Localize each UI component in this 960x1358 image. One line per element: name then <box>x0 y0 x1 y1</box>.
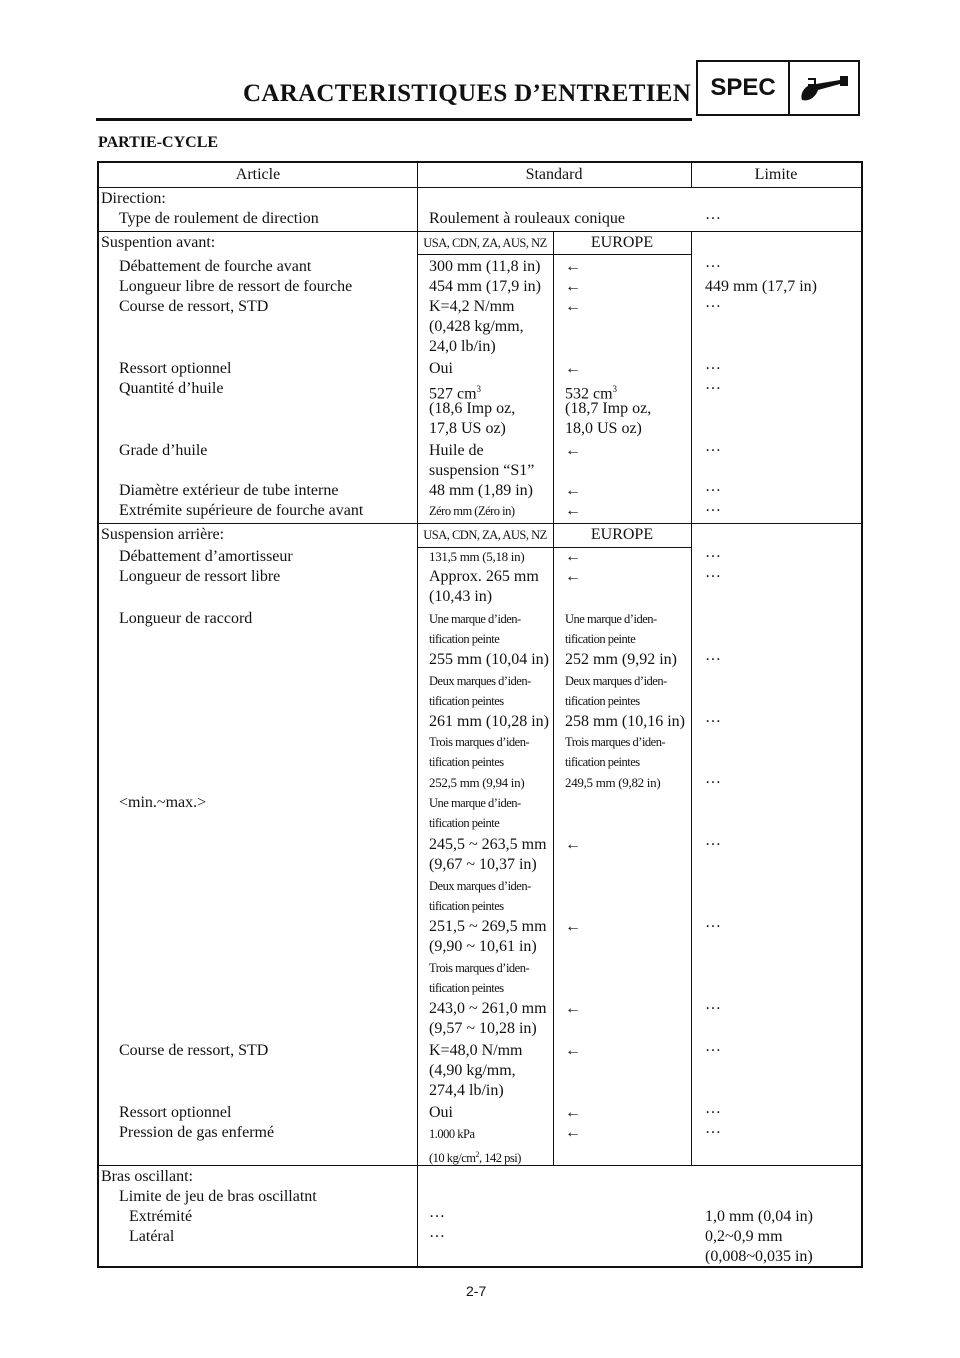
col-divider-2-front <box>553 232 554 524</box>
front-top-end-limit: … <box>705 498 721 515</box>
front-travel-eu: ← <box>565 258 581 275</box>
section-title: PARTIE-CYCLE <box>98 134 219 151</box>
swingarm-side-label: Latéral <box>129 1228 175 1245</box>
rear-mark2-std-val: 261 mm (10,28 in) <box>429 713 549 730</box>
front-oil-grade-label: Grade d’huile <box>119 442 208 459</box>
rear-mark1-eu-1: Une marque d’iden- <box>565 612 657 626</box>
rear-rate-limit: … <box>705 1038 721 1055</box>
front-oil-eu-2: (18,7 Imp oz, <box>565 400 652 417</box>
rear-mm2-std-1: Deux marques d’iden- <box>429 879 531 893</box>
rear-mark2-std-2: tification peintes <box>429 694 504 708</box>
cubic-sup: 3 <box>476 384 482 394</box>
front-grade-eu: ← <box>565 442 581 459</box>
rear-mm2-std-v1: 251,5 ~ 269,5 mm <box>429 918 547 935</box>
rear-mm1-std-1: Une marque d’iden- <box>429 796 521 810</box>
rear-gas-label: Pression de gas enfermé <box>119 1124 275 1141</box>
rear-rate-std-3: 274,4 lb/in) <box>429 1082 504 1099</box>
rear-free-std-1: Approx. 265 mm <box>429 568 539 585</box>
cubic-sup: 3 <box>612 384 618 394</box>
front-free-length-eu: ← <box>565 278 581 295</box>
swingarm-end-label: Extrémité <box>129 1208 193 1225</box>
front-rate-limit: … <box>705 294 721 311</box>
front-free-length-label: Longueur libre de ressort de fourche <box>119 278 353 295</box>
rear-mark2-eu-1: Deux marques d’iden- <box>565 674 667 688</box>
rear-mark2-eu-2: tification peintes <box>565 694 640 708</box>
row-divider-header <box>99 187 861 188</box>
rear-rate-eu: ← <box>565 1042 581 1059</box>
rear-mark1-std-val: 255 mm (10,04 in) <box>429 651 549 668</box>
rear-mm3-std-2: tification peintes <box>429 981 504 995</box>
front-grade-std-1: Huile de <box>429 442 484 459</box>
col-divider-2-rear <box>553 524 554 1166</box>
front-tube-dia-label: Diamètre extérieur de tube interne <box>119 482 339 499</box>
rear-gas-std-1: 1.000 kPa <box>429 1127 475 1141</box>
front-rate-label: Course de ressort, STD <box>119 298 269 315</box>
direction-title: Direction: <box>101 190 166 207</box>
rear-installed-label: Longueur de raccord <box>119 610 253 627</box>
front-rate-std-1: K=4,2 N/mm <box>429 298 515 315</box>
front-tube-dia-std: 48 mm (1,89 in) <box>429 482 533 499</box>
rear-mark3-eu-val: 249,5 mm (9,82 in) <box>565 775 661 790</box>
spec-table <box>97 161 863 1268</box>
swingarm-end-std: … <box>429 1204 445 1221</box>
rear-mark3-limit: … <box>705 770 721 787</box>
front-travel-limit: … <box>705 254 721 271</box>
rear-mark2-std-1: Deux marques d’iden- <box>429 674 531 688</box>
rear-mark3-std-val: 252,5 mm (9,94 in) <box>429 775 525 790</box>
front-rate-std-2: (0,428 kg/mm, <box>429 318 524 335</box>
rear-rate-std-1: K=48,0 N/mm <box>429 1042 523 1059</box>
front-oil-limit: … <box>705 376 721 393</box>
rear-mark1-eu-val: 252 mm (9,92 in) <box>565 651 677 668</box>
front-optional-eu: ← <box>565 360 581 377</box>
front-oil-eu-1-value: 532 cm <box>565 385 613 403</box>
rear-gas-std-2 <box>429 1145 521 1168</box>
header-limit: Limite <box>754 166 798 183</box>
front-top-end-eu: ← <box>565 502 581 519</box>
rear-mm3-limit: … <box>705 996 721 1013</box>
rear-gas-std-2b: , 142 psi) <box>479 1151 521 1166</box>
front-optional-std: Oui <box>429 360 453 377</box>
page-title: CARACTERISTIQUES D’ENTRETIEN <box>243 80 692 107</box>
rear-gas-eu: ← <box>565 1124 581 1141</box>
front-free-length-limit: 449 mm (17,7 in) <box>705 278 817 295</box>
rear-mm3-std-v2: (9,57 ~ 10,28 in) <box>429 1020 537 1037</box>
rear-mark3-std-2: tification peintes <box>429 755 504 769</box>
rear-travel-label: Débattement d’amortisseur <box>119 548 293 565</box>
front-top-end-label: Extrémite supérieure de fourche avant <box>119 502 364 519</box>
front-col-a: USA, CDN, ZA, AUS, NZ <box>423 236 547 250</box>
rear-free-eu: ← <box>565 568 581 585</box>
front-grade-std-2: suspension “S1” <box>429 462 535 479</box>
squared-sup: 2 <box>475 1150 480 1159</box>
row-divider-direction <box>99 231 861 232</box>
direction-bearing-std: Roulement à rouleaux conique <box>429 210 625 227</box>
rear-mm1-std-v1: 245,5 ~ 263,5 mm <box>429 836 547 853</box>
rear-gas-std-2a: (10 kg/cm <box>429 1151 476 1166</box>
rear-free-std-2: (10,43 in) <box>429 588 493 605</box>
front-oil-std-3: 17,8 US oz) <box>429 420 506 437</box>
rear-mm3-std-v1: 243,0 ~ 261,0 mm <box>429 1000 547 1017</box>
rear-mm1-limit: … <box>705 832 721 849</box>
rear-mm1-eu: ← <box>565 836 581 853</box>
rear-mark1-std-1: Une marque d’iden- <box>429 612 521 626</box>
front-oil-qty-label: Quantité d’huile <box>119 380 224 397</box>
front-rate-eu: ← <box>565 298 581 315</box>
rear-col-a: USA, CDN, ZA, AUS, NZ <box>423 528 547 542</box>
row-divider-front <box>99 523 861 524</box>
rear-mm3-eu: ← <box>565 1000 581 1017</box>
spec-badge <box>696 60 860 116</box>
col-divider-1 <box>417 163 418 1266</box>
rear-title: Suspension arrière: <box>101 526 225 543</box>
rear-gas-limit: … <box>705 1120 721 1137</box>
rear-mm1-std-v2: (9,67 ~ 10,37 in) <box>429 856 537 873</box>
rear-mark2-limit: … <box>705 709 721 726</box>
front-top-end-std: Zéro mm (Zéro in) <box>429 504 515 518</box>
rear-mark3-eu-2: tification peintes <box>565 755 640 769</box>
header-standard: Standard <box>525 166 583 183</box>
rear-mm3-std-1: Trois marques d’iden- <box>429 961 530 975</box>
rear-optional-std: Oui <box>429 1104 453 1121</box>
swingarm-side-limit-2: (0,008~0,035 in) <box>705 1248 813 1265</box>
swingarm-title: Bras oscillant: <box>101 1168 193 1185</box>
rear-rate-label: Course de ressort, STD <box>119 1042 269 1059</box>
rear-mark3-std-1: Trois marques d’iden- <box>429 735 530 749</box>
front-free-length-std: 454 mm (17,9 in) <box>429 278 541 295</box>
rear-col-b: EUROPE <box>590 526 654 543</box>
rear-mark1-limit: … <box>705 647 721 664</box>
rear-mark3-eu-1: Trois marques d’iden- <box>565 735 666 749</box>
rear-free-length-label: Longueur de ressort libre <box>119 568 281 585</box>
front-oil-std-1-value: 527 cm <box>429 385 477 403</box>
col-divider-3-front <box>691 232 692 524</box>
rear-travel-limit: … <box>705 544 721 561</box>
title-rule <box>96 118 692 121</box>
swingarm-play-label: Limite de jeu de bras oscillatnt <box>119 1188 317 1205</box>
page-number: 2-7 <box>466 1283 487 1299</box>
front-oil-std-2: (18,6 Imp oz, <box>429 400 516 417</box>
direction-bearing-limit: … <box>705 206 721 223</box>
rear-mm2-eu: ← <box>565 918 581 935</box>
rear-mark2-eu-val: 258 mm (10,16 in) <box>565 713 685 730</box>
direction-bearing-label: Type de roulement de direction <box>119 210 319 227</box>
front-oil-eu-3: 18,0 US oz) <box>565 420 642 437</box>
row-divider-front-sub <box>417 254 691 255</box>
rear-travel-eu: ← <box>565 548 581 565</box>
front-tube-dia-limit: … <box>705 478 721 495</box>
rear-mm2-std-v2: (9,90 ~ 10,61 in) <box>429 938 537 955</box>
front-optional-label: Ressort optionnel <box>119 360 232 377</box>
rear-optional-eu: ← <box>565 1104 581 1121</box>
rear-rate-std-2: (4,90 kg/mm, <box>429 1062 516 1079</box>
front-col-b: EUROPE <box>590 234 654 251</box>
front-optional-limit: … <box>705 356 721 373</box>
front-grade-limit: … <box>705 438 721 455</box>
front-tube-dia-eu: ← <box>565 482 581 499</box>
spec-label: SPEC <box>698 62 790 114</box>
swingarm-end-limit: 1,0 mm (0,04 in) <box>705 1208 813 1225</box>
col-divider-3-rear <box>691 524 692 1166</box>
front-travel-label: Débattement de fourche avant <box>119 258 312 275</box>
rear-minmax-label: <min.~max.> <box>119 794 207 811</box>
rear-mm1-std-2: tification peinte <box>429 816 500 830</box>
front-title: Suspention avant: <box>101 234 216 251</box>
header-article: Article <box>235 166 281 183</box>
swingarm-side-limit-1: 0,2~0,9 mm <box>705 1228 783 1245</box>
rear-mm2-std-2: tification peintes <box>429 899 504 913</box>
rear-optional-label: Ressort optionnel <box>119 1104 232 1121</box>
rear-travel-std: 131,5 mm (5,18 in) <box>429 549 525 564</box>
rear-mark1-std-2: tification peinte <box>429 632 500 646</box>
front-rate-std-3: 24,0 lb/in) <box>429 338 496 355</box>
rear-mm2-limit: … <box>705 914 721 931</box>
front-travel-std: 300 mm (11,8 in) <box>429 258 541 275</box>
swingarm-side-std: … <box>429 1224 445 1241</box>
rear-optional-limit: … <box>705 1100 721 1117</box>
wrench-icon <box>790 62 858 114</box>
rear-mark1-eu-2: tification peinte <box>565 632 636 646</box>
rear-free-limit: … <box>705 564 721 581</box>
